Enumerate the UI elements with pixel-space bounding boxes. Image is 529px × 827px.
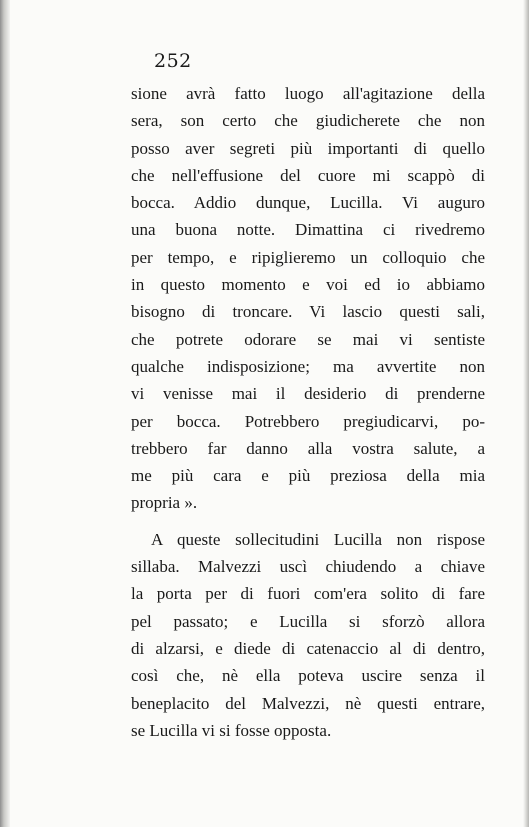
text-line: bocca. Addio dunque, Lucilla. Vi auguro <box>131 193 485 213</box>
text-line: così che, nè ella poteva uscire senza il <box>131 666 485 686</box>
text-line: per tempo, e ripiglieremo un colloquio che <box>131 247 485 267</box>
text-line: posso aver segreti più importanti di quello <box>131 138 485 158</box>
text-line: propria ». <box>131 493 198 513</box>
text-line: se Lucilla vi si fosse opposta. <box>131 720 332 740</box>
paragraph-gap <box>131 517 485 526</box>
text-line: A queste sollecitudini Lucilla non rispose <box>151 529 485 549</box>
body-text <box>131 80 485 744</box>
text-line: me più cara e più preziosa della mia <box>131 466 485 486</box>
text-line: qualche indisposizione; ma avvertite non <box>131 356 485 376</box>
binding-shadow <box>0 0 10 827</box>
text-line: pel passato; e Lucilla si sforzò allora <box>131 611 485 631</box>
text-line: la porta per di fuori com'era solito di fare <box>131 584 485 604</box>
page-number: 252 <box>154 50 192 72</box>
page-edge <box>523 0 529 827</box>
text-line: che nell'effusione del cuore mi scappò di <box>131 165 485 185</box>
text-line: una buona notte. Dimattina ci rivedremo <box>131 220 485 240</box>
text-line: vi venisse mai il desiderio di prenderne <box>131 384 485 404</box>
text-line: per bocca. Potrebbero pregiudicarvi, po- <box>131 411 485 431</box>
text-line: bisogno di troncare. Vi lascio questi sali, <box>131 302 485 322</box>
text-line: in questo momento e voi ed io abbiamo <box>131 275 485 295</box>
text-line: sillaba. Malvezzi uscì chiudendo a chiave <box>131 557 485 577</box>
text-line: sione avrà fatto luogo all'agitazione della <box>131 84 485 103</box>
text-line: trebbero far danno alla vostra salute, a <box>131 438 485 458</box>
text-line: beneplacito del Malvezzi, nè questi entrare, <box>131 693 485 713</box>
text-line: che potrete odorare se mai vi sentiste <box>131 329 485 349</box>
text-line: sera, son certo che giudicherete che non <box>131 111 485 131</box>
text-line: di alzarsi, e diede di catenaccio al di dentro, <box>131 638 485 658</box>
